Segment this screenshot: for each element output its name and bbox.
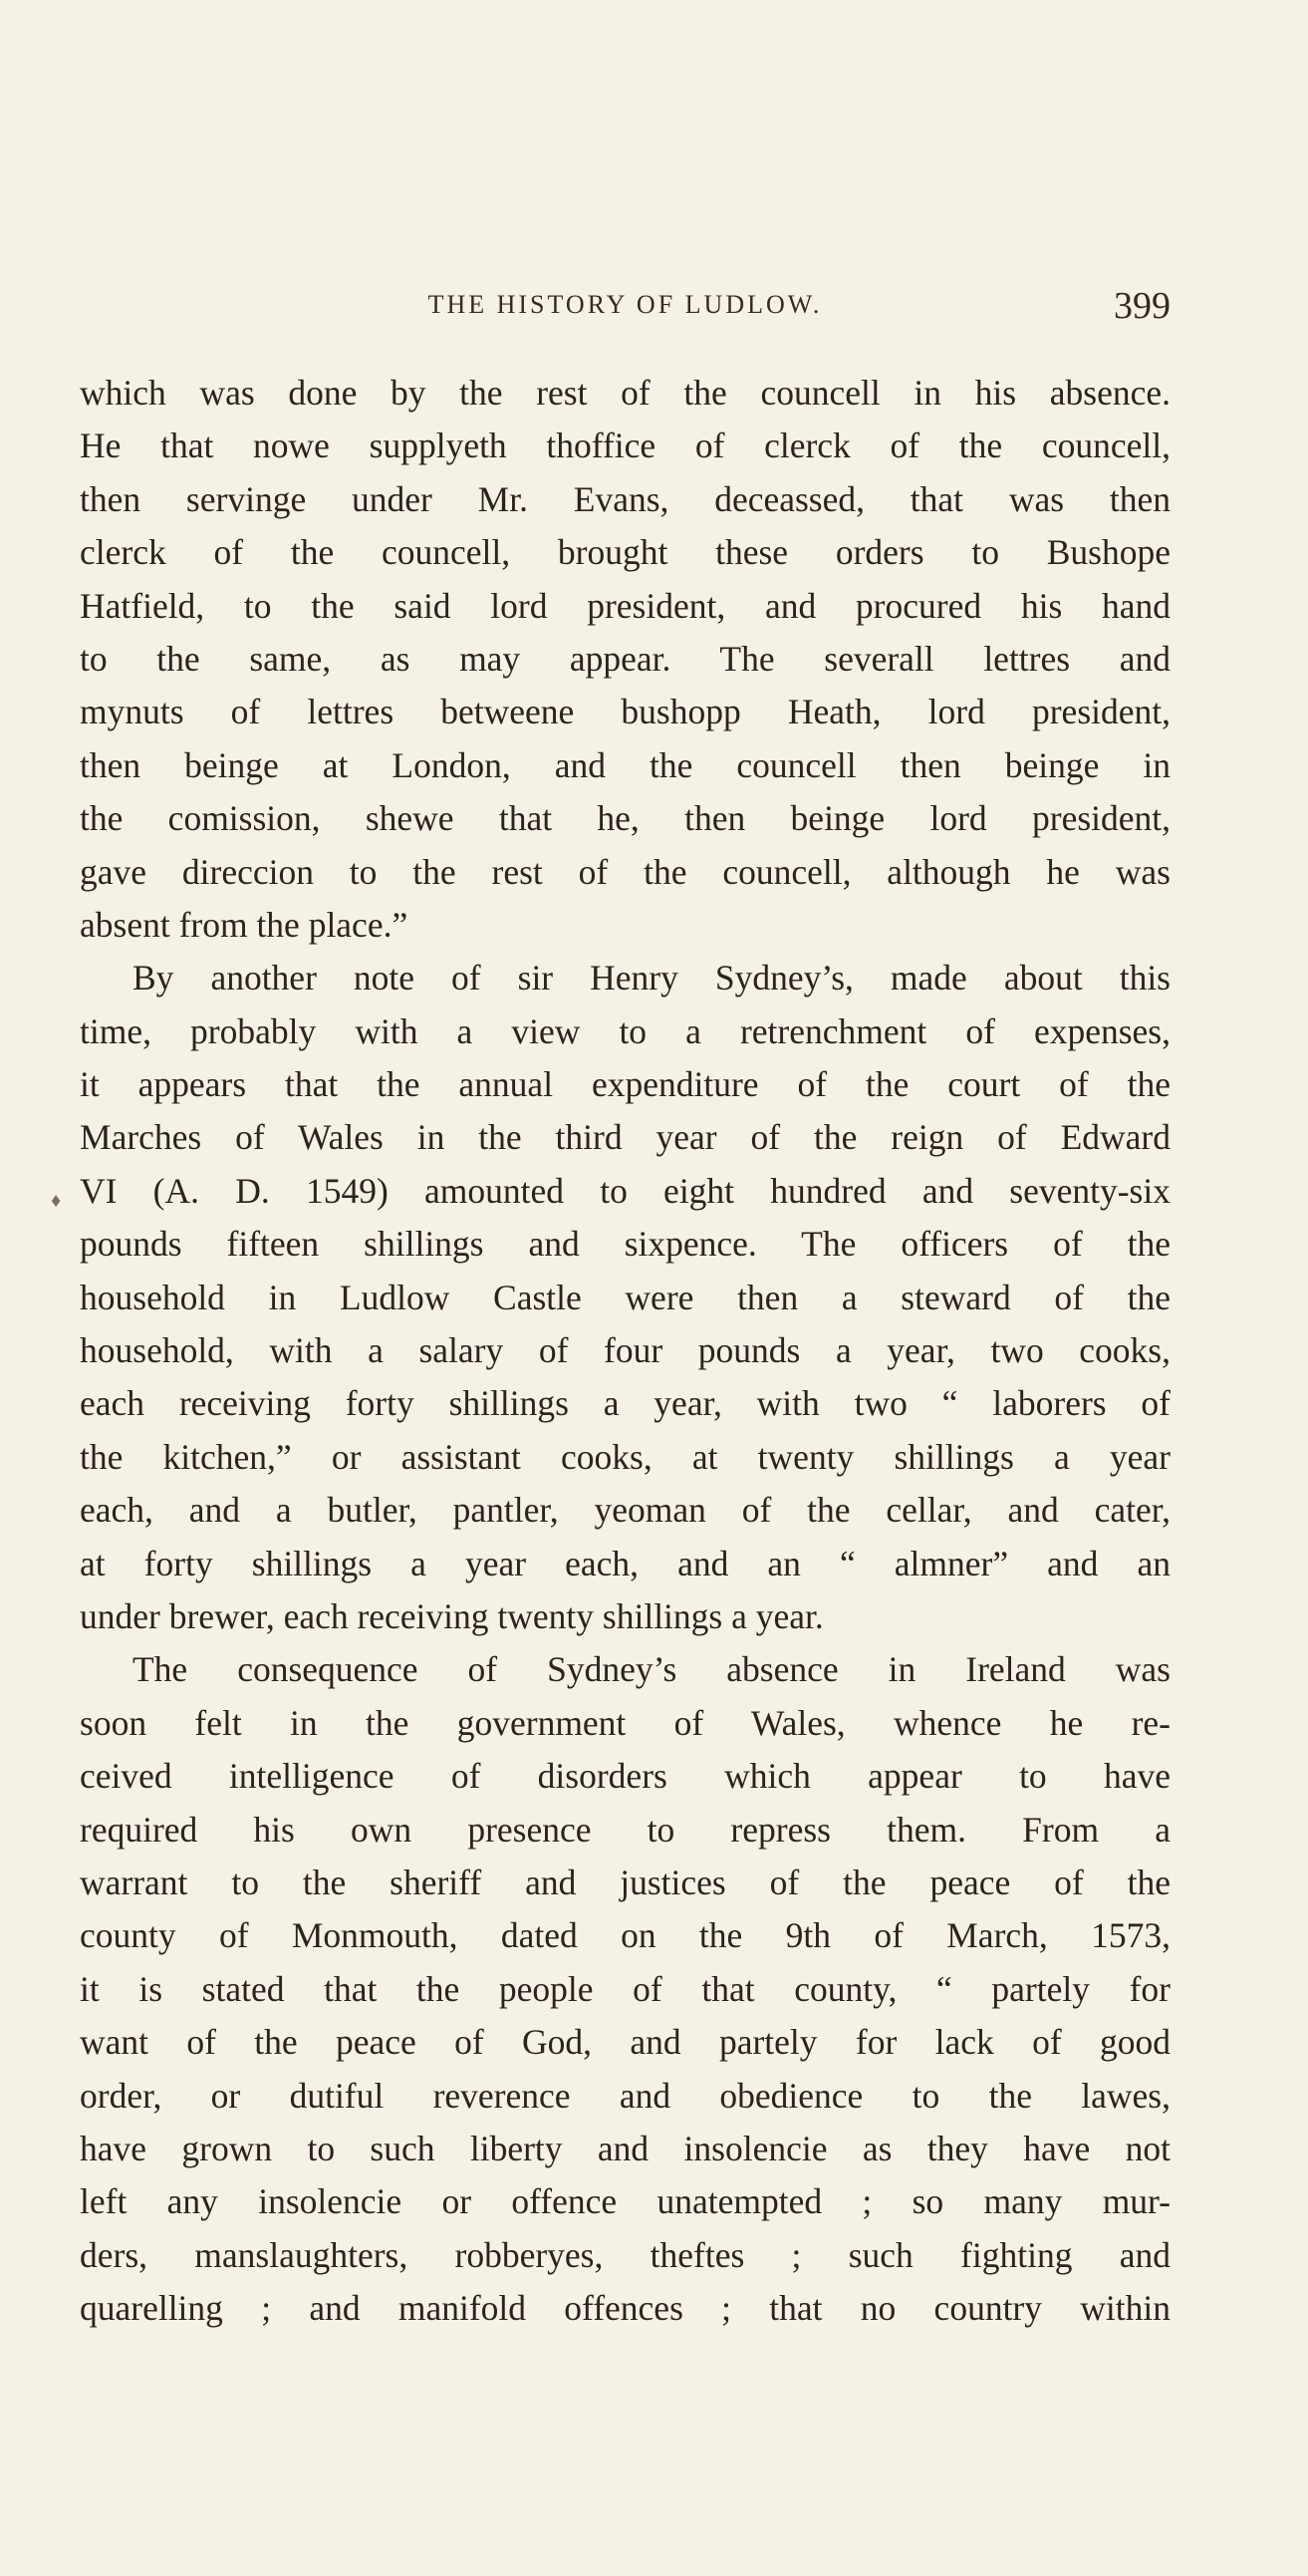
text-line: He that nowe supplyeth thoffice of clerck of the councell, xyxy=(80,426,1171,466)
text-line: gave direccion to the rest of the councell, although he was xyxy=(80,851,1171,892)
text-line: household, with a salary of four pounds a year, two cooks, xyxy=(80,1330,1171,1371)
margin-mark: ♦ xyxy=(51,1190,62,1212)
text-line: quarelling ; and manifold offences ; that no country within xyxy=(80,2288,1171,2329)
text-line: mynuts of lettres betweene bushopp Heath, lord president, xyxy=(80,692,1171,732)
text-line: left any insolencie or offence unatempted ; so many mur- xyxy=(80,2181,1171,2222)
text-line: have grown to such liberty and insolencie as they have not xyxy=(80,2128,1171,2168)
text-line: household in Ludlow Castle were then a steward of the xyxy=(80,1277,1171,1317)
text-line: at forty shillings a year each, and an “ almner” and an xyxy=(80,1543,1171,1583)
text-line: soon felt in the government of Wales, whence he re- xyxy=(80,1702,1171,1743)
text-line: By another note of sir Henry Sydney’s, made about this xyxy=(132,958,1171,999)
text-line: order, or dutiful reverence and obedience to the lawes, xyxy=(80,2075,1171,2116)
text-line: the kitchen,” or assistant cooks, at twenty shillings a year xyxy=(80,1436,1171,1477)
text-line: ceived intelligence of disorders which appear to have xyxy=(80,1756,1171,1797)
text-line: each receiving forty shillings a year, with two “ laborers of xyxy=(80,1383,1171,1424)
text-line: each, and a butler, pantler, yeoman of the cellar, and cater, xyxy=(80,1490,1171,1531)
text-line: VI (A. D. 1549) amounted to eight hundred and seventy-six xyxy=(80,1170,1171,1211)
text-line: then beinge at London, and the councell then beinge in xyxy=(80,744,1171,785)
text-line: county of Monmouth, dated on the 9th of March, 1573, xyxy=(80,1915,1171,1956)
text-line: it appears that the annual expenditure of the court of the xyxy=(80,1064,1171,1105)
text-line: required his own presence to repress them. From a xyxy=(80,1809,1171,1850)
text-line: pounds fifteen shillings and sixpence. The officers of the xyxy=(80,1224,1171,1265)
paragraph-2 xyxy=(80,952,1171,1643)
body-text xyxy=(80,367,1171,2335)
text-line: The consequence of Sydney’s absence in Ireland was xyxy=(132,1649,1171,1690)
running-title: THE HISTORY OF LUDLOW. xyxy=(427,290,823,319)
text-line: under brewer, each receiving twenty shillings a year. xyxy=(80,1595,824,1636)
text-line: Marches of Wales in the third year of the reign of Edward xyxy=(80,1117,1171,1158)
page-number: 399 xyxy=(1114,285,1171,327)
text-line: time, probably with a view to a retrenchment of expenses, xyxy=(80,1010,1171,1051)
text-line: to the same, as may appear. The severall lettres and xyxy=(80,638,1171,679)
text-line: ders, manslaughters, robberyes, theftes ; such fighting and xyxy=(80,2234,1171,2275)
text-line: absent from the place.” xyxy=(80,904,408,945)
text-line: the comission, shewe that he, then beinge lord president, xyxy=(80,798,1171,839)
text-line: Hatfield, to the said lord president, and procured his hand xyxy=(80,585,1171,626)
text-line: which was done by the rest of the councell in his absence. xyxy=(80,373,1171,413)
running-head xyxy=(80,284,1171,328)
text-line: then servinge under Mr. Evans, deceassed, that was then xyxy=(80,478,1171,519)
paragraph-1 xyxy=(80,367,1171,952)
text-line: warrant to the sheriff and justices of the peace of the xyxy=(80,1861,1171,1902)
text-line: clerck of the councell, brought these orders to Bushope xyxy=(80,532,1171,573)
text-line: it is stated that the people of that county, “ partely for xyxy=(80,1968,1171,2009)
text-line: want of the peace of God, and partely for lack of good xyxy=(80,2022,1171,2063)
paragraph-3 xyxy=(80,1643,1171,2335)
